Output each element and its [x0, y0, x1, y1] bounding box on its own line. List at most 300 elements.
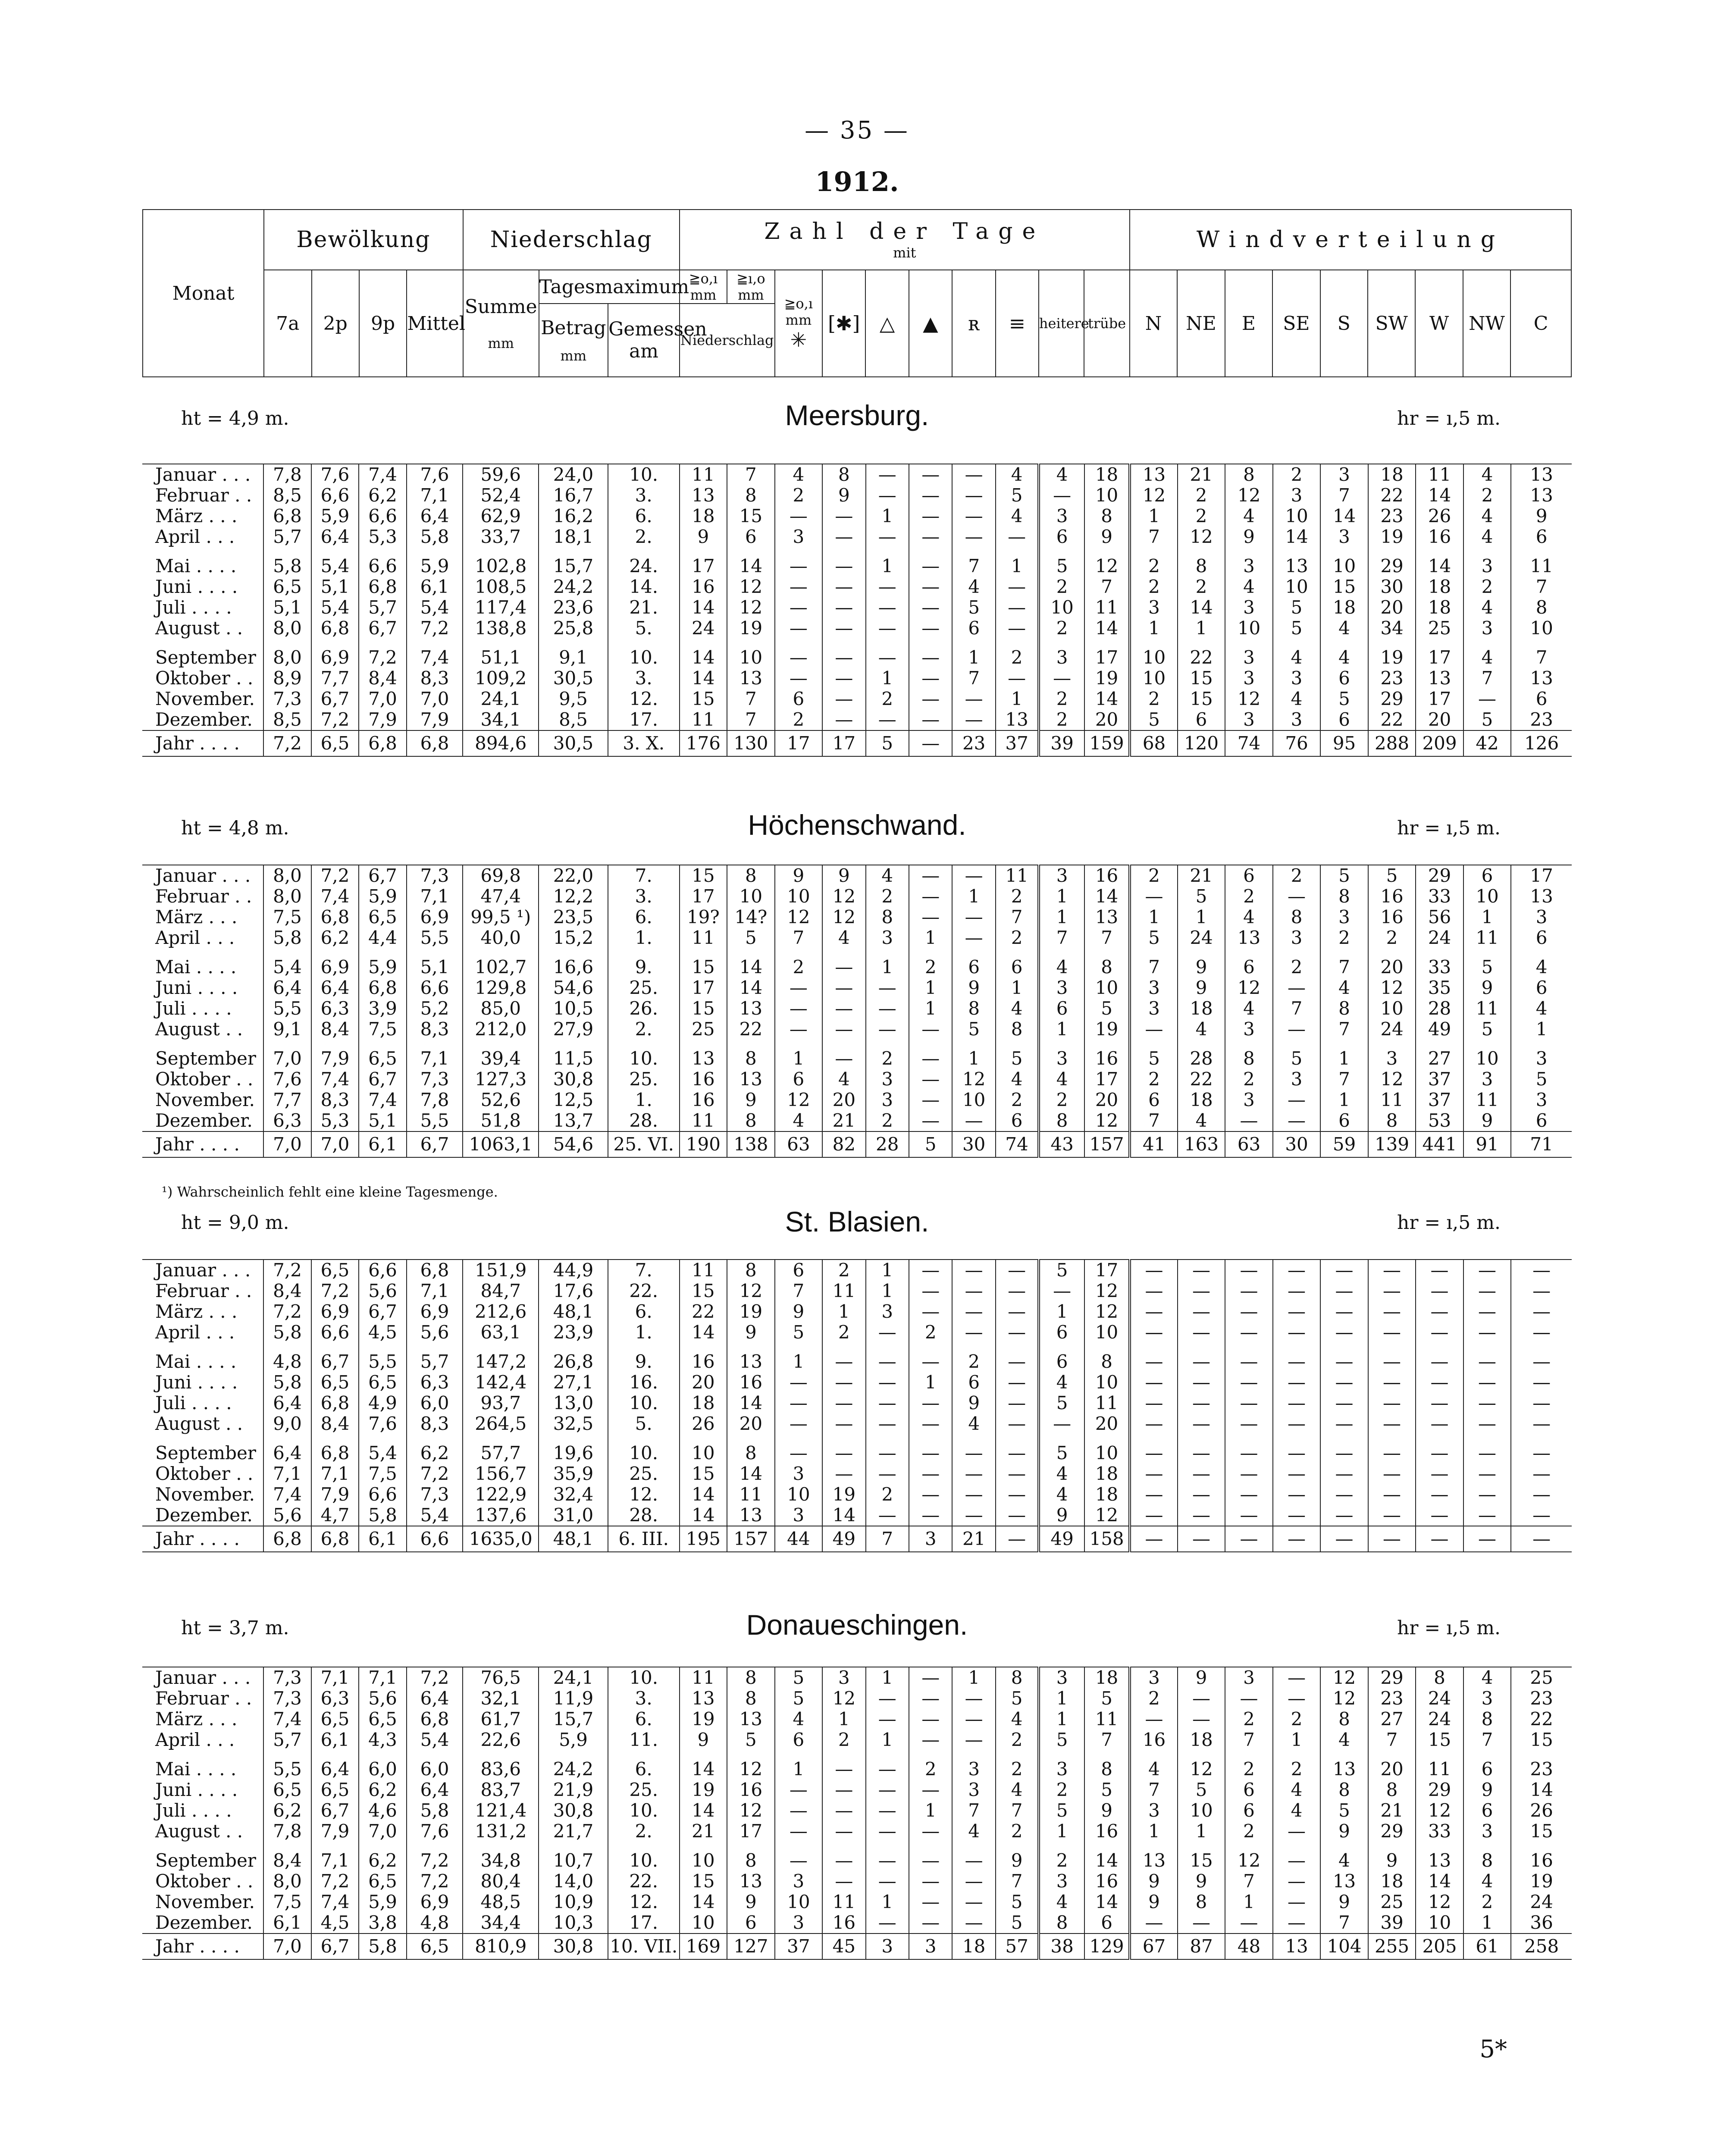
table-cell: 25,8	[539, 618, 608, 639]
table-cell: 7	[1084, 1730, 1130, 1750]
table-cell: 27,1	[539, 1372, 608, 1393]
table-cell: —	[996, 1463, 1039, 1484]
table-cell: 5	[1039, 1260, 1084, 1281]
table-cell: 52,6	[463, 1090, 539, 1110]
table-cell: —	[996, 1372, 1039, 1393]
table-cell: 1	[996, 689, 1039, 709]
table-cell: —	[822, 526, 865, 547]
table-cell: 8	[1320, 1709, 1368, 1730]
table-cell: —	[1416, 1322, 1463, 1343]
table-cell: 5,9	[359, 957, 407, 978]
table-cell: 4	[1511, 957, 1572, 978]
table-cell: —	[1463, 1443, 1511, 1463]
table-cell: 10.	[608, 1850, 680, 1871]
table-cell: 3	[1463, 1821, 1511, 1842]
table-cell: 6,8	[311, 618, 359, 639]
table-cell: 27	[1416, 1048, 1463, 1069]
table-cell: 1	[822, 1301, 865, 1322]
table-cell: 11	[1084, 1709, 1130, 1730]
month-label: Juni . . . .	[155, 1372, 238, 1393]
table-cell: —	[1320, 1393, 1368, 1413]
table-cell: 6,8	[311, 1393, 359, 1413]
table-cell: 4	[1463, 1871, 1511, 1892]
table-cell: —	[1463, 1413, 1511, 1434]
table-cell: 18	[680, 506, 727, 526]
table-cell: —	[909, 1069, 952, 1090]
table-cell: 17	[1416, 689, 1463, 709]
table-cell: 14?	[727, 907, 775, 928]
table-cell: 4,8	[407, 1912, 463, 1934]
table-cell: 6	[1320, 1110, 1368, 1131]
table-cell: 2	[996, 886, 1039, 907]
table-cell: 6,6	[359, 506, 407, 526]
table-cell: —	[1178, 1526, 1225, 1552]
table-cell: 2	[909, 1322, 952, 1343]
table-cell: 54,6	[539, 978, 608, 998]
table-cell: 26.	[608, 998, 680, 1019]
month-label: Februar . .	[155, 886, 252, 907]
table-cell: —	[866, 1393, 909, 1413]
table-cell: 9	[1178, 978, 1225, 998]
table-cell: 19	[1511, 1871, 1572, 1892]
table-cell: 3	[1273, 709, 1321, 730]
table-cell: 6,8	[359, 730, 407, 756]
table-row	[142, 1372, 1572, 1393]
table-cell: 33	[1416, 886, 1463, 907]
table-cell: —	[952, 485, 995, 506]
table-cell: 1	[1273, 1730, 1321, 1750]
table-cell: 6,5	[311, 1780, 359, 1800]
table-cell: —	[1368, 1526, 1416, 1552]
table-cell: 9,5	[539, 689, 608, 709]
table-cell: 6	[1225, 957, 1273, 978]
table-cell: 5,6	[263, 1505, 311, 1526]
table-cell: —	[996, 1413, 1039, 1434]
table-cell: 3	[822, 1667, 865, 1688]
table-cell: —	[909, 1730, 952, 1750]
table-cell: 4	[1130, 1759, 1178, 1780]
table-cell: 2	[775, 485, 823, 506]
table-cell: —	[1511, 1260, 1572, 1281]
table-cell: —	[822, 1759, 865, 1780]
table-cell: 11,5	[539, 1048, 608, 1069]
table-cell: 6.	[608, 1709, 680, 1730]
table-cell: 13	[727, 1709, 775, 1730]
table-cell: 5	[1320, 1800, 1368, 1821]
table-cell: 7,5	[263, 907, 311, 928]
table-cell: —	[1416, 1526, 1463, 1552]
month-label: Oktober . .	[155, 1463, 254, 1484]
table-cell: 7,3	[407, 1069, 463, 1090]
table-row	[142, 1351, 1572, 1372]
table-row	[142, 1709, 1572, 1730]
table-cell: 1	[909, 1372, 952, 1393]
month-label: Februar . .	[155, 1280, 252, 1301]
table-cell: 8	[1178, 1892, 1225, 1912]
station-table-meersburg	[142, 464, 1572, 757]
table-cell: —	[1178, 1372, 1225, 1393]
table-cell: 2	[996, 928, 1039, 948]
table-cell: —	[1511, 1281, 1572, 1301]
month-label: März . . .	[155, 906, 238, 928]
table-cell: 6	[775, 689, 823, 709]
table-cell: 8	[1320, 1780, 1368, 1800]
table-cell: 9	[1463, 978, 1511, 998]
table-cell: 4,5	[311, 1912, 359, 1934]
table-cell: —	[952, 928, 995, 948]
column-header	[142, 209, 1572, 377]
month-label: Jahr . . . .	[142, 1131, 263, 1157]
table-cell: 109,2	[463, 668, 539, 689]
table-cell: —	[909, 526, 952, 547]
table-cell: 13,0	[539, 1393, 608, 1413]
table-cell: 158	[1084, 1526, 1130, 1552]
table-cell: 13	[1511, 464, 1572, 485]
header-gemessen-am: Gemessen am	[608, 304, 680, 377]
month-label: Oktober . .	[155, 1871, 254, 1892]
table-cell: 1	[1320, 1090, 1368, 1110]
table-cell: —	[1463, 1301, 1511, 1322]
table-cell: 6,8	[407, 1260, 463, 1281]
table-cell: 3	[1130, 978, 1178, 998]
table-cell: 7	[1511, 647, 1572, 668]
table-cell: 8	[1368, 1780, 1416, 1800]
table-cell: —	[1130, 1912, 1178, 1934]
table-cell: 34,8	[463, 1850, 539, 1871]
table-cell: 2	[1130, 689, 1178, 709]
table-cell: 7,6	[359, 1413, 407, 1434]
table-cell: 7,7	[263, 1090, 311, 1110]
table-cell: —	[1320, 1322, 1368, 1343]
table-cell: 7,4	[311, 1892, 359, 1912]
table-cell: 6	[952, 618, 995, 639]
table-cell: —	[822, 1463, 865, 1484]
table-row	[142, 998, 1572, 1019]
table-cell: 5	[952, 1019, 995, 1040]
table-cell: 84,7	[463, 1281, 539, 1301]
table-cell: 7	[727, 464, 775, 485]
table-cell: —	[1225, 1463, 1273, 1484]
footnote: ¹) Wahrscheinlich fehlt eine kleine Tagesmenge.	[162, 1184, 498, 1200]
month-label: September	[155, 1850, 256, 1871]
table-cell: 6,4	[407, 1780, 463, 1800]
table-cell: 6,5	[359, 907, 407, 928]
table-cell: 3	[1130, 597, 1178, 618]
table-cell: 3	[1225, 1019, 1273, 1040]
table-cell: —	[909, 1505, 952, 1526]
table-cell: 59,6	[463, 464, 539, 485]
table-cell: 2	[1178, 485, 1225, 506]
table-cell: 21,7	[539, 1821, 608, 1842]
header-tagesmaximum: Tagesmaximum	[539, 270, 680, 304]
table-cell: 9	[1130, 1871, 1178, 1892]
table-cell: 5,3	[311, 1110, 359, 1131]
table-cell: 10	[680, 1850, 727, 1871]
table-cell: 29	[1368, 1821, 1416, 1842]
table-cell: —	[822, 1372, 865, 1393]
table-cell: 8,5	[263, 709, 311, 730]
table-cell: 4	[996, 1069, 1039, 1090]
table-cell: 7	[775, 928, 823, 948]
header-n10	[727, 270, 774, 304]
table-cell: 25.	[608, 978, 680, 998]
table-cell: 14	[680, 1800, 727, 1821]
table-cell: 5	[1463, 957, 1511, 978]
table-cell: 7,4	[263, 1709, 311, 1730]
table-cell: 156,7	[463, 1463, 539, 1484]
table-cell: —	[1416, 1413, 1463, 1434]
table-cell: —	[866, 1800, 909, 1821]
table-cell: 16,2	[539, 506, 608, 526]
table-cell: 7,5	[359, 1463, 407, 1484]
table-cell: 13	[1320, 1871, 1368, 1892]
table-cell: 33	[1416, 957, 1463, 978]
table-cell: 15	[1178, 668, 1225, 689]
table-cell: 51,8	[463, 1110, 539, 1131]
table-cell: 2	[1130, 1688, 1178, 1709]
table-cell: 4	[775, 1709, 823, 1730]
table-cell: 24,1	[539, 1667, 608, 1688]
table-cell: 24	[680, 618, 727, 639]
table-cell: —	[1225, 1322, 1273, 1343]
table-cell: 5,3	[359, 526, 407, 547]
table-cell: 8	[952, 998, 995, 1019]
table-cell: 2	[1178, 506, 1225, 526]
table-cell: 74	[1225, 730, 1273, 756]
table-cell: 7	[866, 1526, 909, 1552]
table-cell: 5	[775, 1322, 823, 1343]
table-cell: 19	[680, 1709, 727, 1730]
table-cell: 11	[1463, 998, 1511, 1019]
table-cell: 11	[680, 709, 727, 730]
table-cell: 39	[1039, 730, 1084, 756]
table-cell: 21	[1368, 1800, 1416, 1821]
table-cell: 2	[1130, 556, 1178, 577]
table-cell: 4	[1039, 1372, 1084, 1393]
table-cell: 7,1	[263, 1463, 311, 1484]
table-cell: 2	[1225, 886, 1273, 907]
table-cell: 1	[1130, 618, 1178, 639]
table-cell: 6,4	[263, 978, 311, 998]
table-cell: 12.	[608, 1484, 680, 1505]
table-cell: —	[1225, 1526, 1273, 1552]
header-zahl-der-tage-label: Zahl der Tage	[764, 219, 1045, 244]
table-cell: —	[952, 1688, 995, 1709]
table-cell: —	[866, 577, 909, 597]
table-cell: —	[775, 1850, 823, 1871]
table-cell: —	[1225, 1688, 1273, 1709]
table-row	[142, 597, 1572, 618]
table-cell: 12	[952, 1069, 995, 1090]
station-title: St. Blasien.	[785, 1206, 929, 1238]
table-cell: 57	[996, 1934, 1039, 1959]
month-label: Dezember.	[155, 1912, 253, 1933]
table-cell: 20	[822, 1090, 865, 1110]
table-cell: 71	[1511, 1131, 1572, 1157]
table-cell: 6.	[608, 907, 680, 928]
table-cell: 35,9	[539, 1463, 608, 1484]
table-cell: 4,4	[359, 928, 407, 948]
table-cell: 5	[909, 1131, 952, 1157]
table-cell: 33,7	[463, 526, 539, 547]
table-cell: 11	[1084, 597, 1130, 618]
table-cell: 6	[1511, 526, 1572, 547]
table-cell: 7,6	[407, 1821, 463, 1842]
header-wind-s: S	[1320, 270, 1368, 377]
table-cell: 8	[1368, 1110, 1416, 1131]
month-label: März . . .	[155, 1301, 238, 1322]
table-cell: —	[996, 577, 1039, 597]
month-label: August . .	[155, 1821, 243, 1842]
table-cell: 16,6	[539, 957, 608, 978]
table-cell: 7,9	[407, 709, 463, 730]
table-cell: —	[1178, 1505, 1225, 1526]
table-cell: 4	[1039, 1069, 1084, 1090]
table-cell: 9	[727, 1090, 775, 1110]
table-cell: —	[1178, 1912, 1225, 1934]
table-cell: 83,7	[463, 1780, 539, 1800]
table-cell: 5,7	[359, 597, 407, 618]
table-cell: 6	[775, 1260, 823, 1281]
table-cell: —	[1511, 1393, 1572, 1413]
table-cell: 2	[1225, 1759, 1273, 1780]
table-cell: 10	[775, 1892, 823, 1912]
table-cell: 8	[1463, 1850, 1511, 1871]
table-cell: 28.	[608, 1505, 680, 1526]
table-cell: —	[1273, 1110, 1321, 1131]
table-cell: 15	[680, 1463, 727, 1484]
table-cell: —	[909, 1688, 952, 1709]
table-cell: 11	[1416, 1759, 1463, 1780]
table-cell: 10	[1130, 668, 1178, 689]
table-cell: 4	[952, 1821, 995, 1842]
table-cell: —	[866, 709, 909, 730]
table-cell: —	[775, 1821, 823, 1842]
table-cell: 3	[1225, 1090, 1273, 1110]
table-cell: —	[909, 709, 952, 730]
table-cell: 10.	[608, 1667, 680, 1688]
table-cell: —	[1368, 1281, 1416, 1301]
table-cell: 18	[1084, 1484, 1130, 1505]
table-cell: —	[1511, 1526, 1572, 1552]
table-cell: 5,9	[311, 506, 359, 526]
table-cell: 7,3	[263, 1688, 311, 1709]
table-cell: 3	[775, 1505, 823, 1526]
table-cell: 6	[1511, 928, 1572, 948]
table-cell: 7,9	[311, 1048, 359, 1069]
table-cell: 13	[727, 1871, 775, 1892]
table-cell: 2	[822, 1322, 865, 1343]
table-cell: —	[909, 577, 952, 597]
table-cell: 3	[1273, 668, 1321, 689]
table-cell: —	[1463, 1526, 1511, 1552]
table-cell: 13,7	[539, 1110, 608, 1131]
table-cell: —	[909, 1048, 952, 1069]
table-cell: —	[952, 1871, 995, 1892]
table-cell: —	[1368, 1372, 1416, 1393]
month-label: April . . .	[155, 1729, 235, 1750]
table-cell: 62,9	[463, 506, 539, 526]
table-row	[142, 978, 1572, 998]
table-cell: 7,2	[311, 1281, 359, 1301]
table-cell: 2	[909, 1759, 952, 1780]
month-label: November.	[155, 688, 255, 709]
table-cell: 12	[1225, 485, 1273, 506]
table-cell: 8,0	[263, 886, 311, 907]
table-cell: 17	[1511, 865, 1572, 886]
table-cell: —	[1511, 1463, 1572, 1484]
table-cell: 12	[1225, 1850, 1273, 1871]
table-cell: —	[1130, 1413, 1178, 1434]
station-title: Meersburg.	[785, 399, 929, 431]
table-cell: 3	[1511, 1090, 1572, 1110]
table-cell: 8,4	[359, 668, 407, 689]
table-cell: 16	[1368, 907, 1416, 928]
table-cell: 1	[1463, 907, 1511, 928]
table-cell: 121,4	[463, 1800, 539, 1821]
table-cell: 3	[1463, 1069, 1511, 1090]
table-cell: 82	[822, 1131, 865, 1157]
table-cell: 16	[822, 1912, 865, 1934]
header-wind-e: E	[1225, 270, 1272, 377]
table-cell: 5	[1368, 865, 1416, 886]
table-cell: 5	[1130, 709, 1178, 730]
table-cell: 22	[1511, 1709, 1572, 1730]
table-cell: 14	[1273, 526, 1321, 547]
table-cell: 14	[680, 1505, 727, 1526]
table-cell: 3.	[608, 668, 680, 689]
table-cell: 16	[1511, 1850, 1572, 1871]
table-cell: —	[1320, 1526, 1368, 1552]
header-9p: 9p	[359, 270, 407, 377]
header-summe-label: Summe	[464, 295, 537, 318]
table-cell: 14	[1416, 1871, 1463, 1892]
table-cell: 59	[1320, 1131, 1368, 1157]
table-cell: —	[909, 485, 952, 506]
table-cell: —	[1368, 1443, 1416, 1463]
table-cell: 7,2	[407, 1667, 463, 1688]
table-cell: 7,0	[263, 1048, 311, 1069]
table-cell: 12	[1084, 1110, 1130, 1131]
month-label: April . . .	[155, 1322, 235, 1343]
table-cell: —	[1273, 1019, 1321, 1040]
table-cell: 6,2	[359, 1850, 407, 1871]
table-cell: 205	[1416, 1934, 1463, 1959]
table-cell: 10	[1130, 647, 1178, 668]
table-cell: 24	[1368, 1019, 1416, 1040]
table-cell: 4,9	[359, 1393, 407, 1413]
table-cell: 3	[1225, 597, 1273, 618]
table-cell: 157	[727, 1526, 775, 1552]
table-cell: 14	[680, 1759, 727, 1780]
table-cell: 9,1	[539, 647, 608, 668]
table-cell: —	[775, 618, 823, 639]
table-cell: 29	[1416, 865, 1463, 886]
table-row	[142, 1667, 1572, 1688]
table-cell: 4,8	[263, 1351, 311, 1372]
table-cell: 3	[1039, 1871, 1084, 1892]
table-cell: —	[1039, 1281, 1084, 1301]
table-cell: 122,9	[463, 1484, 539, 1505]
table-cell: —	[1416, 1463, 1463, 1484]
table-cell: 2	[775, 957, 823, 978]
table-cell: —	[1511, 1413, 1572, 1434]
table-cell: 5	[1084, 1688, 1130, 1709]
station-height-r: hr = ı,5 m.	[1397, 407, 1501, 429]
table-cell: —	[952, 1322, 995, 1343]
table-cell: —	[1273, 1351, 1321, 1372]
table-cell: 5	[1320, 865, 1368, 886]
